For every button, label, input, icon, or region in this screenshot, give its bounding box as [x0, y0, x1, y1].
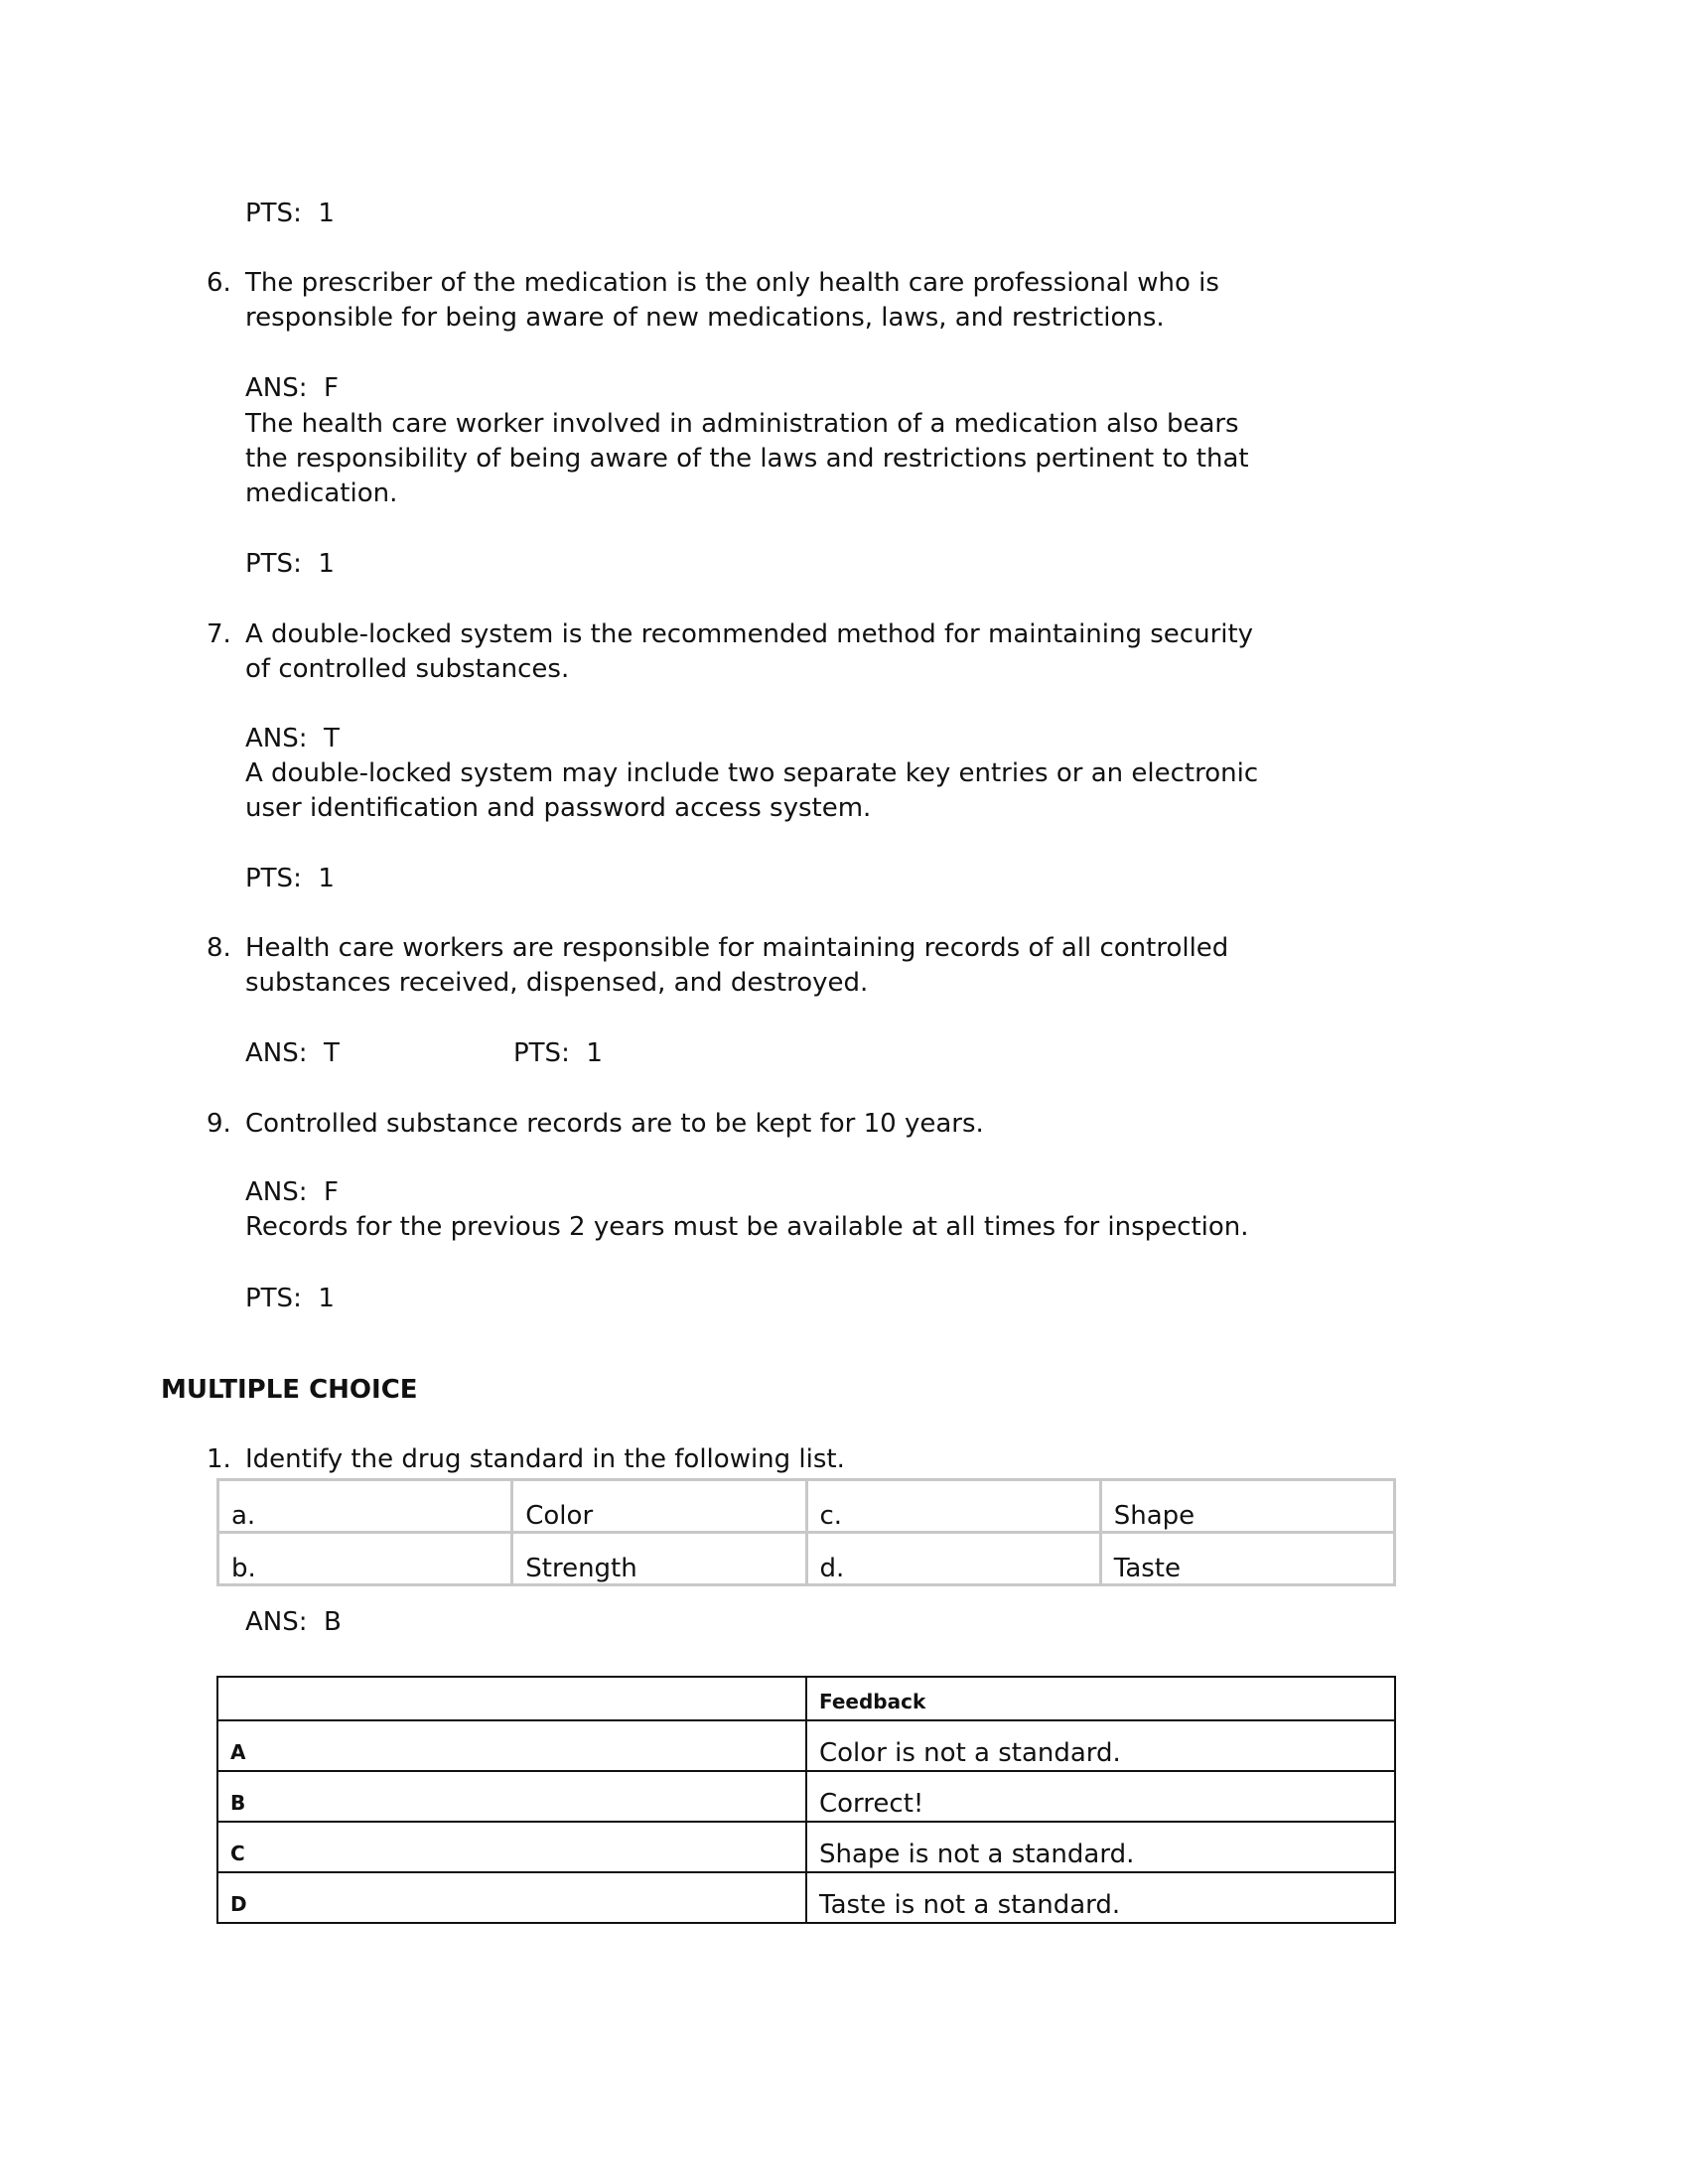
table-row: [217, 1872, 1395, 1923]
pts-line: PTS: 1: [245, 864, 335, 893]
question-text: A double-locked system is the recommended method for maintaining security of controlled substances.: [245, 619, 1254, 684]
pts-line: PTS: 1: [513, 1038, 603, 1068]
rationale: Records for the previous 2 years must be available at all times for inspection.: [245, 1212, 1249, 1242]
answer-line: ANS: B: [245, 1607, 342, 1637]
feedback-text: Taste is not a standard.: [806, 1872, 1395, 1923]
choice-label: A: [217, 1720, 806, 1771]
answer-line: ANS: F: [245, 373, 339, 403]
choice-label: B: [217, 1771, 806, 1822]
table-row: [217, 1771, 1395, 1822]
pts-line: PTS: 1: [245, 549, 335, 579]
answer-line: ANS: T: [245, 724, 340, 753]
option-letter: d.: [806, 1533, 1100, 1585]
question-number: 8.: [207, 933, 231, 963]
question-text: Controlled substance records are to be kept for 10 years.: [245, 1109, 984, 1139]
question-number: 7.: [207, 619, 231, 649]
option-text: Taste: [1100, 1533, 1394, 1585]
choice-label: D: [217, 1872, 806, 1923]
feedback-text: Correct!: [806, 1771, 1395, 1822]
answer-line: ANS: F: [245, 1177, 339, 1207]
feedback-text: Shape is not a standard.: [806, 1822, 1395, 1872]
question-number: 6.: [207, 268, 231, 298]
option-text: Strength: [512, 1533, 806, 1585]
pts-line: PTS: 1: [245, 1284, 335, 1313]
table-row: [217, 1822, 1395, 1872]
pts-line: PTS: 1: [245, 199, 335, 228]
question-text: The prescriber of the medication is the only health care professional who is responsible for being aware of new medications, laws, and restrictions.: [245, 268, 1219, 333]
table-row: [218, 1533, 1395, 1585]
rationale: The health care worker involved in administration of a medication also bears the responsibility of being aware of the laws and restrictions pertinent to that medication.: [245, 409, 1249, 508]
feedback-text: Color is not a standard.: [806, 1720, 1395, 1771]
option-letter: a.: [218, 1480, 512, 1533]
question-text: Health care workers are responsible for maintaining records of all controlled substances received, dispensed, and destroyed.: [245, 933, 1229, 998]
option-text: Color: [512, 1480, 806, 1533]
feedback-table: [216, 1676, 1396, 1924]
choice-label: C: [217, 1822, 806, 1872]
option-letter: b.: [218, 1533, 512, 1585]
question-number: 1.: [207, 1444, 231, 1474]
table-row: [217, 1720, 1395, 1771]
header-cell-empty: [217, 1677, 806, 1720]
rationale: A double-locked system may include two separate key entries or an electronic user identification and password access system.: [245, 758, 1259, 823]
question-number: 9.: [207, 1109, 231, 1139]
section-heading: MULTIPLE CHOICE: [161, 1375, 418, 1405]
option-letter: c.: [806, 1480, 1100, 1533]
options-table: [216, 1478, 1396, 1586]
option-text: Shape: [1100, 1480, 1394, 1533]
feedback-header: Feedback: [806, 1677, 1395, 1720]
answer-line: ANS: T: [245, 1038, 340, 1068]
question-text: Identify the drug standard in the following list.: [245, 1444, 845, 1474]
table-row: [217, 1677, 1395, 1720]
table-row: [218, 1480, 1395, 1533]
